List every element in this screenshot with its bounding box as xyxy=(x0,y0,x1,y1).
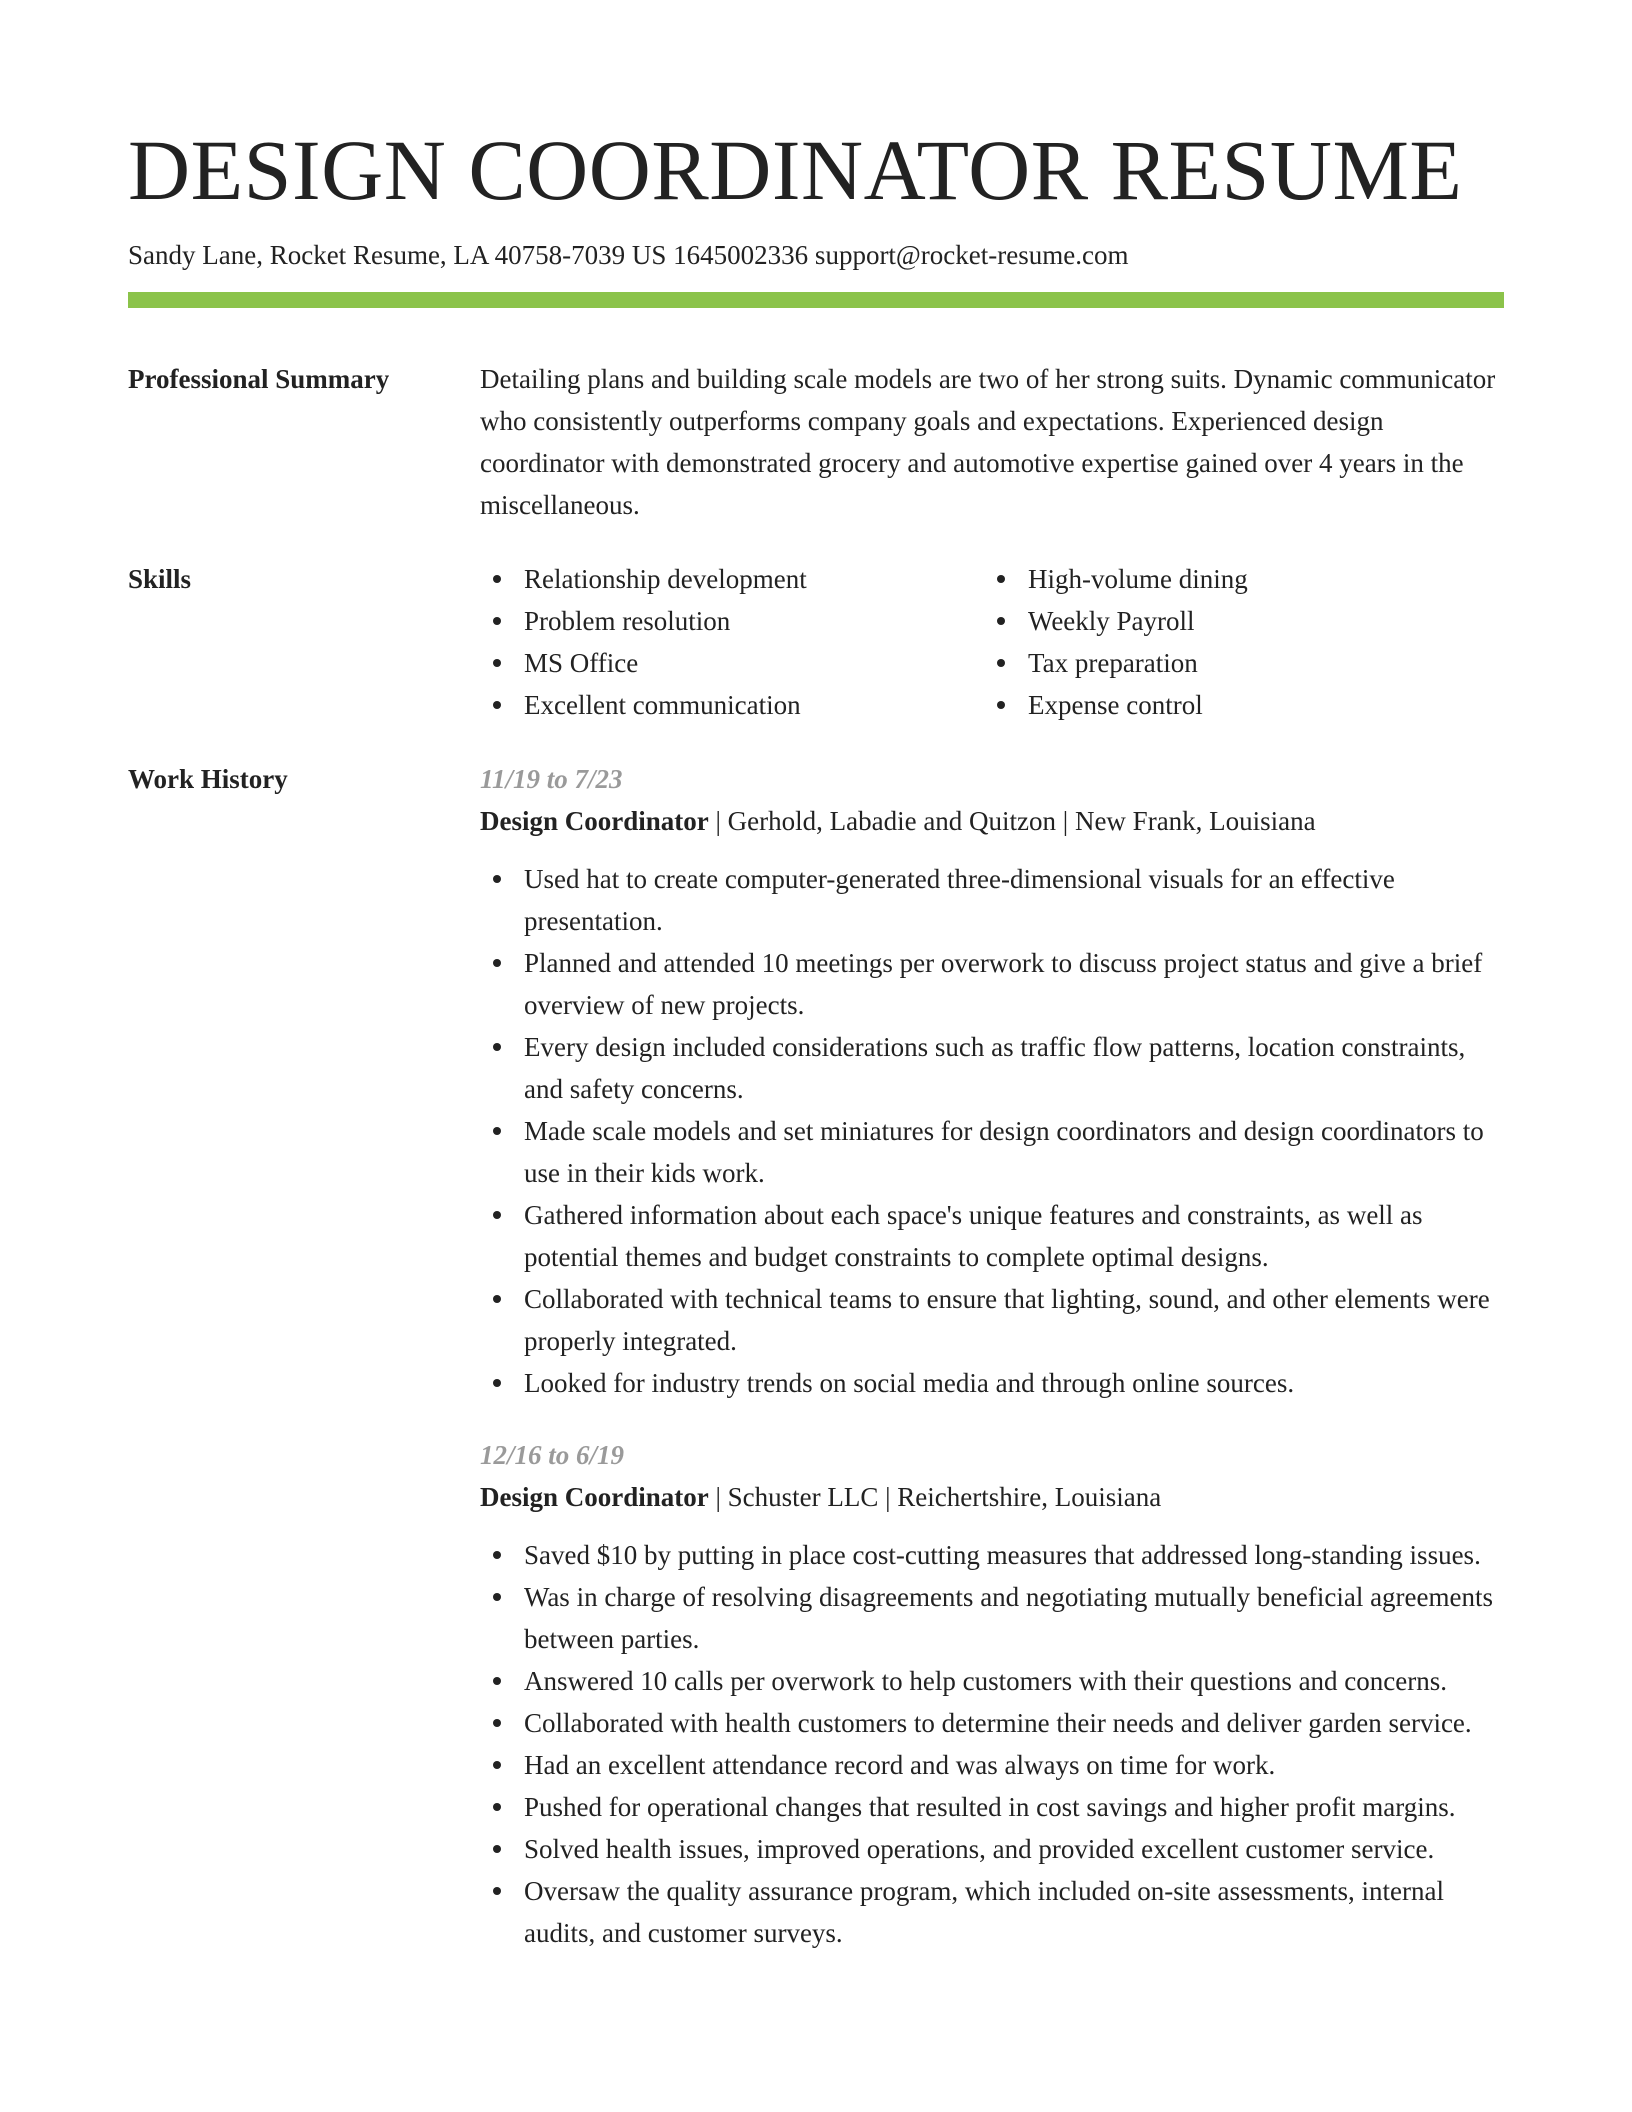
skill-item: Expense control xyxy=(984,684,1488,726)
job-bullet: Gathered information about each space's unique features and constraints, as well as potential themes and budget constraints to complete optimal designs. xyxy=(480,1194,1504,1278)
work-history-section xyxy=(128,758,1504,1984)
job-bullet: Had an excellent attendance record and was always on time for work. xyxy=(480,1744,1504,1786)
job-bullets xyxy=(480,1534,1504,1954)
work-history-heading: Work History xyxy=(128,764,288,794)
skill-item: Weekly Payroll xyxy=(984,600,1488,642)
contact-line: Sandy Lane, Rocket Resume, LA 40758-7039 US 1645002336 support@rocket-resume.com xyxy=(128,240,1129,270)
skill-item: Relationship development xyxy=(480,558,984,600)
summary-text: Detailing plans and building scale models are two of her strong suits. Dynamic communicator who consistently outperforms company goals and expectations. Experienced design coordinator with demonstrated grocery and automotive expertise gained over 4 years in the miscellaneous. xyxy=(480,364,1496,520)
skills-section xyxy=(128,558,1504,726)
job-title: Design Coordinator xyxy=(480,1482,709,1512)
summary-section xyxy=(128,358,1504,526)
job-bullet: Pushed for operational changes that resulted in cost savings and higher profit margins. xyxy=(480,1786,1504,1828)
job-heading xyxy=(480,800,1504,842)
skills-column-2 xyxy=(984,558,1488,726)
skill-item: Problem resolution xyxy=(480,600,984,642)
job-bullet: Made scale models and set miniatures for design coordinators and design coordinators to use in their kids work. xyxy=(480,1110,1504,1194)
skills-column-1 xyxy=(480,558,984,726)
work-history-list xyxy=(480,758,1504,1984)
job-bullet: Every design included considerations such as traffic flow patterns, location constraints, and safety concerns. xyxy=(480,1026,1504,1110)
job-bullet: Solved health issues, improved operations, and provided excellent customer service. xyxy=(480,1828,1504,1870)
job-entry xyxy=(480,758,1504,1404)
job-dates: 12/16 to 6/19 xyxy=(480,1440,625,1470)
accent-divider xyxy=(128,292,1504,308)
job-bullet: Planned and attended 10 meetings per overwork to discuss project status and give a brief overview of new projects. xyxy=(480,942,1504,1026)
job-bullet: Looked for industry trends on social media and through online sources. xyxy=(480,1362,1504,1404)
skills-heading: Skills xyxy=(128,564,192,594)
job-entry xyxy=(480,1434,1504,1954)
job-company-location: | Gerhold, Labadie and Quitzon | New Frank, Louisiana xyxy=(708,806,1316,836)
job-company-location: | Schuster LLC | Reichertshire, Louisiana xyxy=(708,1482,1162,1512)
skill-item: High-volume dining xyxy=(984,558,1488,600)
skills-list xyxy=(480,558,1504,726)
job-bullet: Oversaw the quality assurance program, which included on-site assessments, internal audits, and customer surveys. xyxy=(480,1870,1504,1954)
job-bullet: Was in charge of resolving disagreements and negotiating mutually beneficial agreements between parties. xyxy=(480,1576,1504,1660)
job-heading xyxy=(480,1476,1504,1518)
job-bullet: Saved $10 by putting in place cost-cutting measures that addressed long-standing issues. xyxy=(480,1534,1504,1576)
summary-heading: Professional Summary xyxy=(128,364,390,394)
resume-page xyxy=(128,0,1504,1984)
job-bullet: Collaborated with technical teams to ensure that lighting, sound, and other elements were properly integrated. xyxy=(480,1278,1504,1362)
job-bullet: Answered 10 calls per overwork to help customers with their questions and concerns. xyxy=(480,1660,1504,1702)
skill-item: MS Office xyxy=(480,642,984,684)
resume-title: DESIGN COORDINATOR RESUME xyxy=(128,122,1463,218)
job-bullets xyxy=(480,858,1504,1404)
job-title: Design Coordinator xyxy=(480,806,709,836)
skill-item: Excellent communication xyxy=(480,684,984,726)
job-bullet: Collaborated with health customers to determine their needs and deliver garden service. xyxy=(480,1702,1504,1744)
job-dates: 11/19 to 7/23 xyxy=(480,764,623,794)
job-bullet: Used hat to create computer-generated three-dimensional visuals for an effective presentation. xyxy=(480,858,1504,942)
skill-item: Tax preparation xyxy=(984,642,1488,684)
